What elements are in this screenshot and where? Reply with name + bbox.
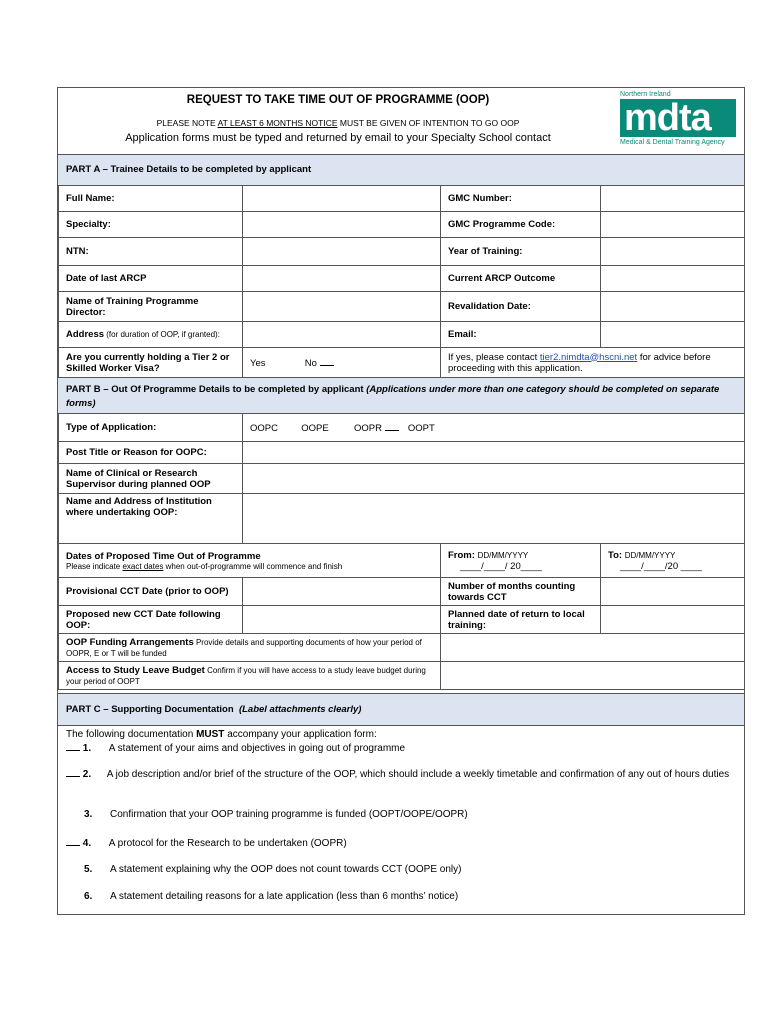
part-a-table <box>58 185 745 378</box>
full-name-label: Full Name: <box>59 186 243 212</box>
year-of-training-label: Year of Training: <box>441 238 601 266</box>
visa-contact-note: If yes, please contact tier2.nimdta@hscni.net for advice before proceeding with this application. <box>441 348 745 378</box>
months-count-label: Number of months counting towards CCT <box>441 578 601 606</box>
from-date-field[interactable]: From: DD/MM/YYYY ____/____/ 20____ <box>441 544 601 578</box>
visa-options <box>243 348 441 378</box>
new-cct-label: Proposed new CCT Date following OOP: <box>59 606 243 634</box>
part-b-heading: PART B – Out Of Programme Details to be completed by applicant (Applications under more than one category should be completed on separate forms) <box>58 377 744 414</box>
gmc-programme-code-field[interactable] <box>601 212 745 238</box>
part-b-table <box>58 413 745 690</box>
doc-item-5: 5. A statement explaining why the OOP does not count towards CCT (OOPE only) <box>84 864 462 875</box>
date-last-arcp-field[interactable] <box>243 266 441 292</box>
oopc-option[interactable]: OOPC <box>250 422 278 434</box>
visa-no-option[interactable]: No <box>304 357 317 369</box>
oop-form <box>57 87 745 915</box>
to-date-field[interactable]: To: DD/MM/YYYY ____/____/20 ____ <box>601 544 745 578</box>
visa-no-blank <box>320 357 334 366</box>
funding-field[interactable] <box>441 634 745 662</box>
visa-yes-option[interactable]: Yes <box>250 357 266 369</box>
oopt-option[interactable]: OOPT <box>407 422 435 434</box>
current-arcp-label: Current ARCP Outcome <box>441 266 601 292</box>
prov-cct-label: Provisional CCT Date (prior to OOP) <box>59 578 243 606</box>
gmc-number-field[interactable] <box>601 186 745 212</box>
address-label: Address (for duration of OOP, if granted): <box>59 322 243 348</box>
full-name-field[interactable] <box>243 186 441 212</box>
doc-item-1: 1. A statement of your aims and objectives in going out of programme <box>66 742 736 754</box>
funding-label: OOP Funding Arrangements Provide details and supporting documents of how your period of OOPR, E or T will be funded <box>59 634 441 662</box>
current-arcp-field[interactable] <box>601 266 745 292</box>
prov-cct-field[interactable] <box>243 578 441 606</box>
institution-field[interactable] <box>243 494 745 544</box>
supervisor-field[interactable] <box>243 464 745 494</box>
doc-item-4: 4. A protocol for the Research to be undertaken (OOPR) <box>66 837 736 849</box>
date-last-arcp-label: Date of last ARCP <box>59 266 243 292</box>
oopr-blank <box>385 422 399 431</box>
visa-email-link[interactable]: tier2.nimdta@hscni.net <box>539 351 638 363</box>
year-of-training-field[interactable] <box>601 238 745 266</box>
new-cct-field[interactable] <box>243 606 441 634</box>
study-leave-field[interactable] <box>441 662 745 690</box>
oopr-option[interactable]: OOPR <box>354 422 382 434</box>
post-title-field[interactable] <box>243 442 745 464</box>
address-field[interactable] <box>243 322 441 348</box>
revalidation-label: Revalidation Date: <box>441 292 601 322</box>
visa-question: Are you currently holding a Tier 2 or Skilled Worker Visa? <box>59 348 243 378</box>
form-subtitle: Application forms must be typed and returned by email to your Specialty School contact <box>125 132 551 144</box>
dates-label: Dates of Proposed Time Out of Programme Please indicate exact dates when out-of-programme will commence and finish <box>59 544 441 578</box>
part-c-heading: PART C – Supporting Documentation (Label attachments clearly) <box>58 693 744 726</box>
return-date-field[interactable] <box>601 606 745 634</box>
part-a-heading: PART A – Trainee Details to be completed by applicant <box>58 154 744 186</box>
application-type-options <box>243 414 745 442</box>
ntn-label: NTN: <box>59 238 243 266</box>
tpd-label: Name of Training Programme Director: <box>59 292 243 322</box>
specialty-label: Specialty: <box>59 212 243 238</box>
gmc-number-label: GMC Number: <box>441 186 601 212</box>
supervisor-label: Name of Clinical or Research Supervisor during planned OOP <box>59 464 243 494</box>
form-title: REQUEST TO TAKE TIME OUT OF PROGRAMME (OOP) <box>186 94 490 106</box>
email-label: Email: <box>441 322 601 348</box>
doc-item-2: 2. A job description and/or brief of the structure of the OOP, which should include a weekly timetable and confirmation of any out of hours duties <box>66 768 736 782</box>
return-date-label: Planned date of return to local training: <box>441 606 601 634</box>
doc-item-3: 3. Confirmation that your OOP training programme is funded (OOPT/OOPE/OOPR) <box>84 809 468 820</box>
part-c-intro: The following documentation MUST accompany your application form: <box>66 729 377 740</box>
type-of-application-label: Type of Application: <box>59 414 243 442</box>
email-field[interactable] <box>601 322 745 348</box>
post-title-label: Post Title or Reason for OOPC: <box>59 442 243 464</box>
ntn-field[interactable] <box>243 238 441 266</box>
gmc-programme-code-label: GMC Programme Code: <box>441 212 601 238</box>
notice-line: PLEASE NOTE AT LEAST 6 MONTHS NOTICE MUST BE GIVEN OF INTENTION TO GO OOP <box>156 118 520 128</box>
study-leave-label: Access to Study Leave Budget Confirm if you will have access to a study leave budget during your period of OOPT <box>59 662 441 690</box>
tpd-field[interactable] <box>243 292 441 322</box>
revalidation-field[interactable] <box>601 292 745 322</box>
specialty-field[interactable] <box>243 212 441 238</box>
months-count-field[interactable] <box>601 578 745 606</box>
doc-item-6: 6. A statement detailing reasons for a late application (less than 6 months’ notice) <box>84 891 459 902</box>
oope-option[interactable]: OOPE <box>301 422 329 434</box>
institution-label: Name and Address of Institution where undertaking OOP: <box>59 494 243 544</box>
nimdta-logo: Northern Ireland mdta Medical & Dental Training Agency <box>618 91 738 153</box>
